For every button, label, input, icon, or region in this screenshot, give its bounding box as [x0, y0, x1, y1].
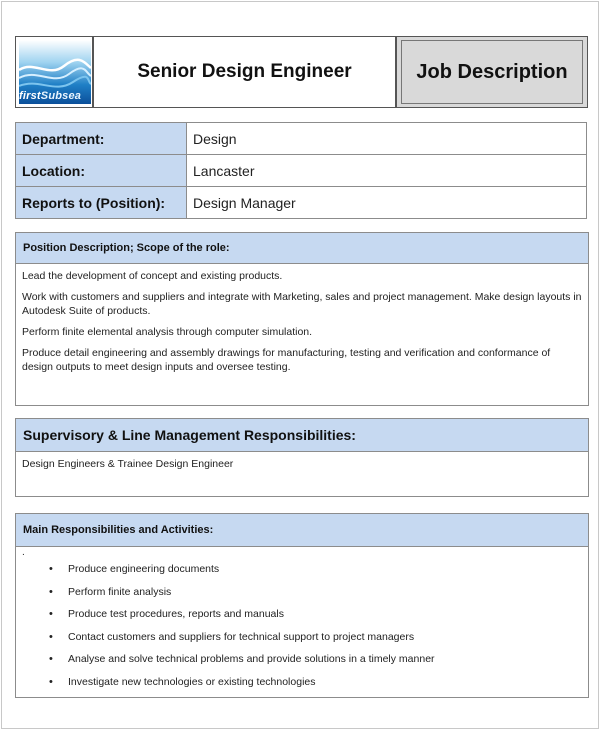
doc-type-label: Job Description	[401, 40, 583, 104]
info-value: Lancaster	[187, 155, 587, 187]
info-row	[16, 123, 587, 155]
bullet-icon: •	[49, 653, 53, 666]
header	[15, 36, 588, 108]
list-item: • Produce test procedures, reports and manuals	[49, 608, 284, 621]
supervisory-section	[15, 418, 589, 497]
info-row	[16, 187, 587, 219]
list-item: • Contact customers and suppliers for technical support to project managers	[49, 630, 415, 643]
info-label: Reports to (Position):	[16, 187, 187, 219]
info-label: Location:	[16, 155, 187, 187]
doc-type-box	[396, 36, 588, 108]
list-item: • Investigate new technologies or existing technologies	[49, 675, 316, 688]
info-row	[16, 155, 587, 187]
info-label: Department:	[16, 123, 187, 155]
bullet-icon: •	[49, 630, 53, 643]
section-body	[16, 452, 588, 483]
list-item: • Perform finite analysis	[49, 585, 172, 598]
section-heading: Position Description; Scope of the role:	[16, 233, 588, 264]
bullet-icon: •	[49, 563, 53, 575]
list-item: • Analyse and solve technical problems and provide solutions in a timely manner	[49, 653, 435, 666]
paragraph: Design Engineers & Trainee Design Engineer	[22, 458, 234, 470]
company-logo	[15, 36, 93, 108]
info-value: Design Manager	[187, 187, 587, 219]
info-value: Design	[187, 123, 587, 155]
responsibility-list	[22, 562, 582, 689]
job-title: Senior Design Engineer	[93, 36, 396, 108]
paragraph: Lead the development of concept and existing products.	[22, 270, 283, 282]
document-page	[1, 1, 599, 729]
section-heading: Supervisory & Line Management Responsibilities:	[16, 419, 588, 452]
lead-mark: .	[22, 547, 25, 558]
section-heading: Main Responsibilities and Activities:	[16, 514, 588, 547]
paragraph: Perform finite elemental analysis through computer simulation.	[22, 326, 313, 338]
section-body	[16, 264, 588, 386]
list-item: • Produce engineering documents	[49, 563, 220, 575]
bullet-icon: •	[49, 585, 53, 598]
logo-wordmark: firstSubsea	[19, 90, 82, 102]
bullet-icon: •	[49, 675, 53, 688]
paragraph: Work with customers and suppliers and integrate with Marketing, sales and project management. Make design layouts in Autodesk Suite of products.	[22, 291, 582, 317]
main-responsibilities-section	[15, 513, 589, 698]
bullet-icon: •	[49, 608, 53, 621]
info-table	[15, 122, 587, 219]
position-description-section	[15, 232, 589, 406]
paragraph: Produce detail engineering and assembly drawings for manufacturing, testing and verification and conformance of design outputs to meet design inputs and oversee testing.	[22, 347, 551, 373]
section-body	[16, 547, 588, 703]
